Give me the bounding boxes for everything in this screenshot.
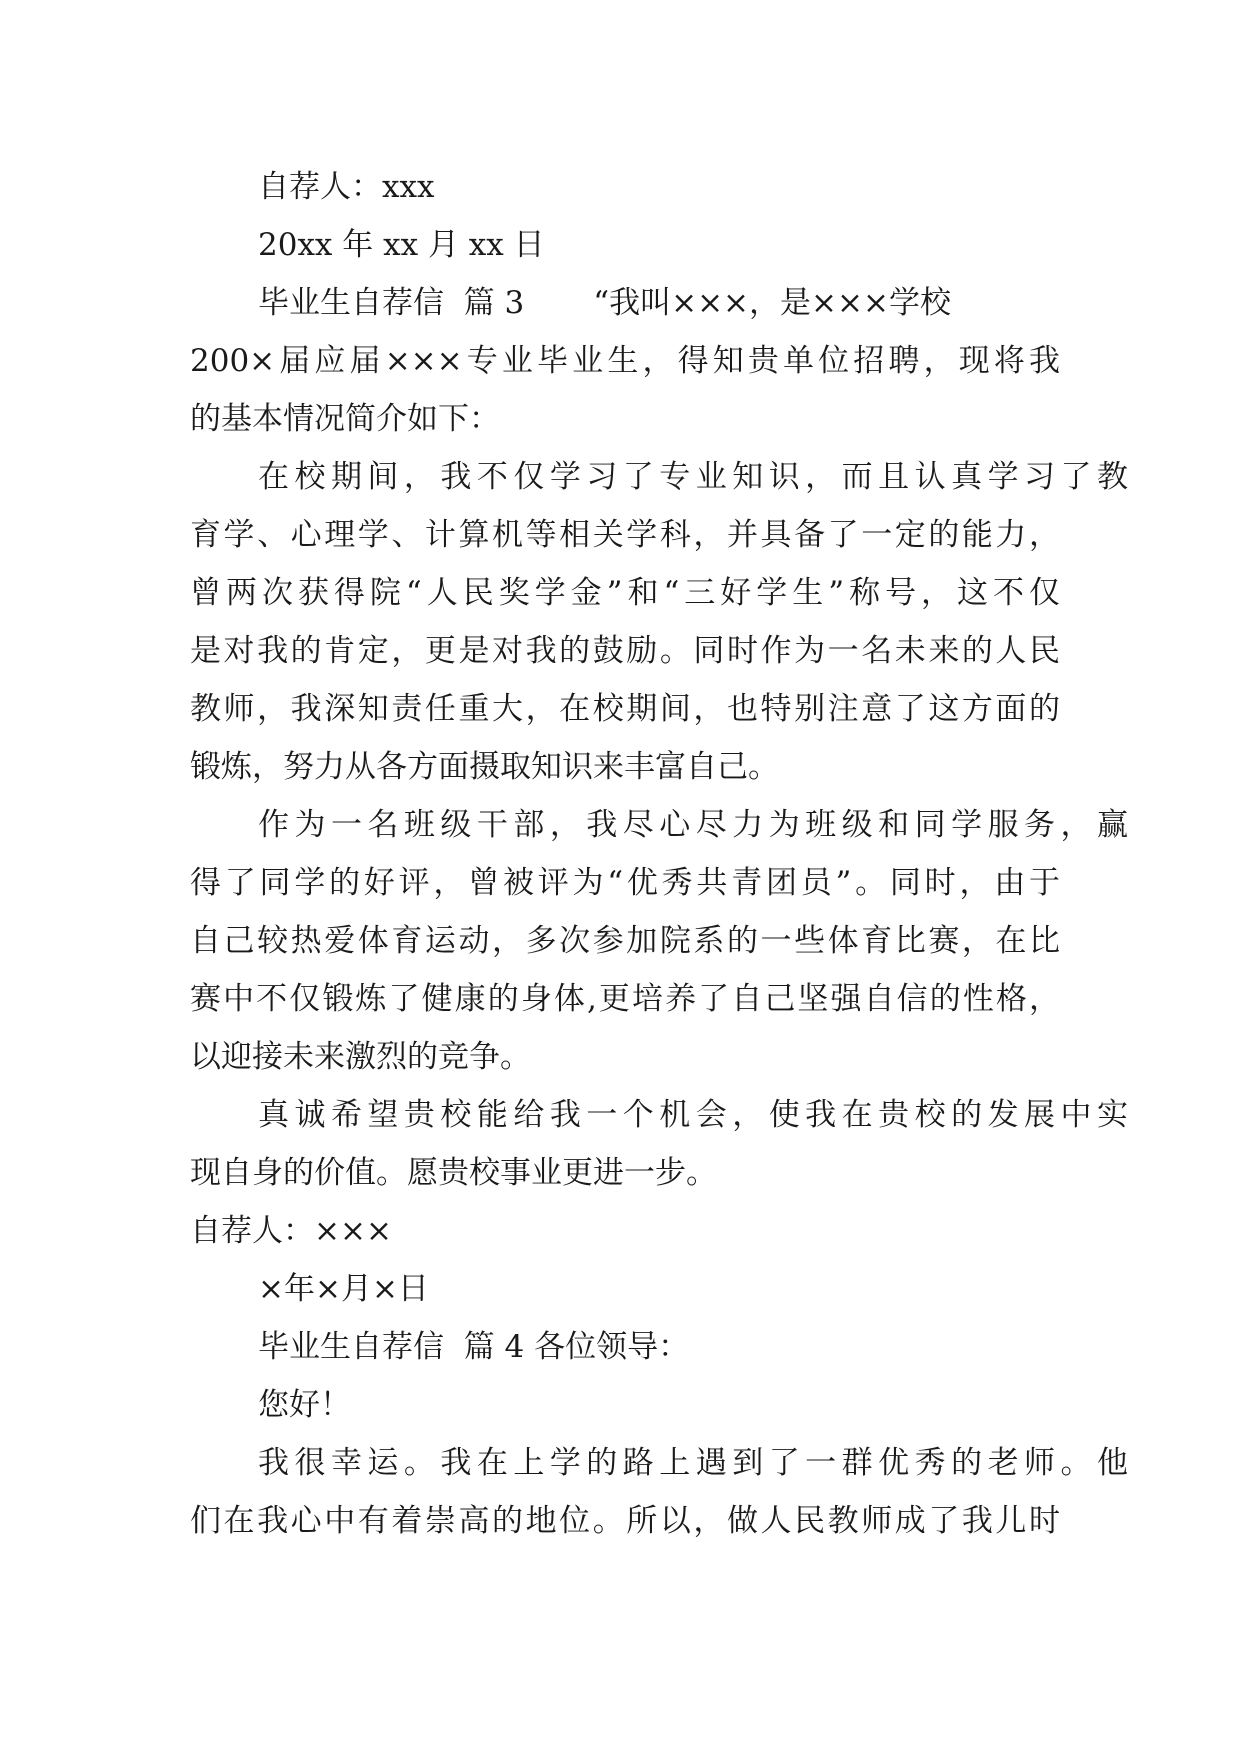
- paragraph-line: 以迎接未来激烈的竞争。: [190, 1039, 531, 1075]
- paragraph-line: 曾两次获得院“人民奖学金”和“三好学生”称号，这不仅: [190, 575, 1060, 611]
- paragraph-line: 现自身的价值。愿贵校事业更进一步。: [190, 1155, 717, 1191]
- paragraph-line: 赛中不仅锻炼了健康的身体,更培养了自己坚强自信的性格，: [190, 981, 1060, 1017]
- signature-line: 自荐人：×××: [190, 1213, 392, 1249]
- paragraph-line: 我很幸运。我在上学的路上遇到了一群优秀的老师。他: [258, 1445, 1128, 1481]
- date-line: ×年×月×日: [258, 1271, 429, 1307]
- paragraph-line: 育学、心理学、计算机等相关学科，并具备了一定的能力，: [190, 517, 1060, 553]
- paragraph-line: 的基本情况简介如下：: [190, 401, 500, 437]
- paragraph-line: 教师，我深知责任重大，在校期间，也特别注意了这方面的: [190, 691, 1060, 727]
- paragraph-line: 锻炼，努力从各方面摄取知识来丰富自己。: [190, 749, 779, 785]
- paragraph-line: 真诚希望贵校能给我一个机会，使我在贵校的发展中实: [258, 1097, 1128, 1133]
- section-heading-4: 毕业生自荐信 篇 4 各位领导：: [258, 1329, 690, 1365]
- paragraph-line: 在校期间，我不仅学习了专业知识，而且认真学习了教: [258, 459, 1128, 495]
- date-line: 20xx 年 xx 月 xx 日: [258, 227, 545, 263]
- paragraph-line: 作为一名班级干部，我尽心尽力为班级和同学服务，赢: [258, 807, 1128, 843]
- greeting-line: 您好！: [258, 1387, 351, 1423]
- paragraph-line: 自己较热爱体育运动，多次参加院系的一些体育比赛，在比: [190, 923, 1060, 959]
- paragraph-line: 得了同学的好评，曾被评为“优秀共青团员”。同时，由于: [190, 865, 1060, 901]
- paragraph-line: 是对我的肯定，更是对我的鼓励。同时作为一名未来的人民: [190, 633, 1060, 669]
- paragraph-line: 们在我心中有着崇高的地位。所以，做人民教师成了我儿时: [190, 1503, 1060, 1539]
- section-heading-3: 毕业生自荐信 篇 3 “我叫×××，是×××学校: [258, 285, 951, 321]
- paragraph-line: 200×届应届×××专业毕业生，得知贵单位招聘，现将我: [190, 343, 1060, 379]
- signature-line: 自荐人：xxx: [258, 169, 435, 205]
